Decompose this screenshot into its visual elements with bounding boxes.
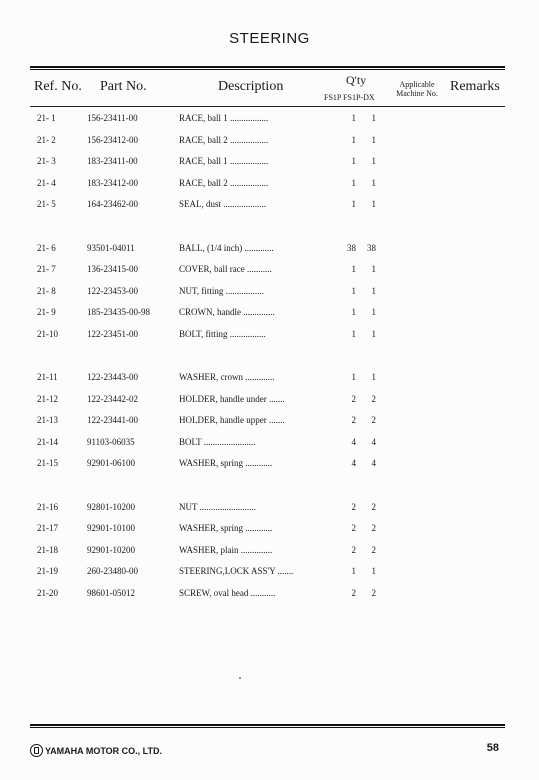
qty-fs1p-cell: 1: [351, 307, 356, 317]
description-cell: SCREW, oval head ...........: [179, 588, 276, 598]
description-cell: BOLT, fitting ................: [179, 329, 266, 339]
qty-fs1p-dx-cell: 2: [371, 415, 376, 425]
qty-fs1p-cell: 2: [351, 394, 356, 404]
part-no-cell: 122-23443-00: [87, 372, 138, 382]
qty-fs1p-dx-cell: 2: [371, 502, 376, 512]
yamaha-tuning-fork-icon: [30, 744, 43, 757]
ref-cell: 21-10: [37, 329, 58, 339]
part-no-cell: 92901-10200: [87, 545, 135, 555]
part-no-cell: 156-23412-00: [87, 135, 138, 145]
speck: [239, 677, 241, 679]
description-cell: WASHER, spring ............: [179, 458, 273, 468]
part-no-cell: 185-23435-00-98: [87, 307, 150, 317]
description-cell: BOLT .......................: [179, 437, 256, 447]
qty-fs1p-cell: 4: [351, 437, 356, 447]
qty-fs1p-dx-cell: 1: [371, 178, 376, 188]
footer-rule-thin: [30, 727, 505, 728]
ref-cell: 21-15: [37, 458, 58, 468]
ref-cell: 21-13: [37, 415, 58, 425]
qty-fs1p-cell: 1: [351, 286, 356, 296]
description-cell: COVER, ball race ...........: [179, 264, 272, 274]
ref-cell: 21-19: [37, 566, 58, 576]
part-no-cell: 183-23412-00: [87, 178, 138, 188]
qty-fs1p-dx-cell: 2: [371, 394, 376, 404]
ref-cell: 21- 1: [37, 113, 56, 123]
ref-cell: 21- 2: [37, 135, 56, 145]
qty-fs1p-dx-cell: 1: [371, 329, 376, 339]
description-cell: HOLDER, handle under .......: [179, 394, 285, 404]
ref-cell: 21- 3: [37, 156, 56, 166]
description-cell: HOLDER, handle upper .......: [179, 415, 285, 425]
ref-cell: 21- 8: [37, 286, 56, 296]
qty-fs1p-dx-cell: 1: [371, 199, 376, 209]
part-no-cell: 91103-06035: [87, 437, 135, 447]
company-name: YAMAHA MOTOR CO., LTD.: [45, 745, 162, 756]
header-qty-models: FS1P FS1P-DX: [324, 93, 375, 102]
description-cell: SEAL, dust ...................: [179, 199, 267, 209]
ref-cell: 21- 9: [37, 307, 56, 317]
qty-fs1p-dx-cell: 1: [371, 307, 376, 317]
description-cell: WASHER, spring ............: [179, 523, 273, 533]
description-cell: WASHER, crown .............: [179, 372, 275, 382]
ref-cell: 21- 4: [37, 178, 56, 188]
part-no-cell: 92901-10100: [87, 523, 135, 533]
qty-fs1p-dx-cell: 4: [371, 458, 376, 468]
part-no-cell: 92801-10200: [87, 502, 135, 512]
description-cell: RACE, ball 2 .................: [179, 178, 269, 188]
qty-fs1p-cell: 38: [347, 243, 356, 253]
ref-cell: 21-17: [37, 523, 58, 533]
ref-cell: 21-20: [37, 588, 58, 598]
qty-fs1p-dx-cell: 2: [371, 588, 376, 598]
ref-cell: 21- 7: [37, 264, 56, 274]
description-cell: NUT, fitting .................: [179, 286, 264, 296]
qty-fs1p-cell: 1: [351, 199, 356, 209]
qty-fs1p-dx-cell: 1: [371, 156, 376, 166]
ref-cell: 21-16: [37, 502, 58, 512]
qty-fs1p-dx-cell: 2: [371, 545, 376, 555]
header-ref-no: Ref. No.: [34, 79, 82, 94]
description-cell: RACE, ball 2 .................: [179, 135, 269, 145]
qty-fs1p-cell: 1: [351, 135, 356, 145]
qty-fs1p-cell: 1: [351, 329, 356, 339]
description-cell: CROWN, handle ..............: [179, 307, 275, 317]
qty-fs1p-dx-cell: 1: [371, 113, 376, 123]
qty-fs1p-dx-cell: 1: [371, 372, 376, 382]
qty-fs1p-dx-cell: 1: [371, 566, 376, 576]
ref-cell: 21-12: [37, 394, 58, 404]
part-no-cell: 156-23411-00: [87, 113, 138, 123]
qty-fs1p-cell: 1: [351, 566, 356, 576]
qty-fs1p-dx-cell: 38: [367, 243, 376, 253]
qty-fs1p-dx-cell: 2: [371, 523, 376, 533]
qty-fs1p-dx-cell: 1: [371, 264, 376, 274]
page-title: STEERING: [229, 30, 310, 47]
ref-cell: 21-14: [37, 437, 58, 447]
header-part-no: Part No.: [100, 79, 147, 94]
description-cell: BALL, (1/4 inch) .............: [179, 243, 274, 253]
header-description: Description: [218, 79, 284, 94]
part-no-cell: 98601-05012: [87, 588, 135, 598]
part-no-cell: 136-23415-00: [87, 264, 138, 274]
part-no-cell: 183-23411-00: [87, 156, 138, 166]
header-qty: Q'ty: [346, 73, 367, 87]
company-logo: [30, 744, 162, 757]
page-number: 58: [486, 742, 499, 754]
qty-fs1p-dx-cell: 1: [371, 135, 376, 145]
part-no-cell: 122-23442-02: [87, 394, 138, 404]
qty-fs1p-cell: 1: [351, 113, 356, 123]
part-no-cell: 260-23480-00: [87, 566, 138, 576]
part-no-cell: 122-23451-00: [87, 329, 138, 339]
part-no-cell: 122-23453-00: [87, 286, 138, 296]
header-remarks: Remarks: [450, 79, 500, 94]
ref-cell: 21- 6: [37, 243, 56, 253]
ref-cell: 21-18: [37, 545, 58, 555]
qty-fs1p-cell: 2: [351, 588, 356, 598]
qty-fs1p-cell: 1: [351, 372, 356, 382]
qty-fs1p-cell: 2: [351, 502, 356, 512]
qty-fs1p-cell: 2: [351, 523, 356, 533]
part-no-cell: 92901-06100: [87, 458, 135, 468]
ref-cell: 21- 5: [37, 199, 56, 209]
header-applicable-line1: Applicable: [399, 80, 435, 89]
description-cell: RACE, ball 1 .................: [179, 113, 269, 123]
description-cell: STEERING,LOCK ASS'Y .......: [179, 566, 294, 576]
part-no-cell: 164-23462-00: [87, 199, 138, 209]
qty-fs1p-cell: 2: [351, 545, 356, 555]
description-cell: RACE, ball 1 .................: [179, 156, 269, 166]
header-applicable-line2: Machine No.: [396, 89, 438, 98]
part-no-cell: 93501-04011: [87, 243, 135, 253]
qty-fs1p-cell: 1: [351, 264, 356, 274]
qty-fs1p-cell: 4: [351, 458, 356, 468]
qty-fs1p-cell: 1: [351, 178, 356, 188]
ref-cell: 21-11: [37, 372, 58, 382]
description-cell: WASHER, plain ..............: [179, 545, 273, 555]
part-no-cell: 122-23441-00: [87, 415, 138, 425]
qty-fs1p-cell: 1: [351, 156, 356, 166]
qty-fs1p-dx-cell: 4: [371, 437, 376, 447]
description-cell: NUT .........................: [179, 502, 256, 512]
qty-fs1p-cell: 2: [351, 415, 356, 425]
footer-rule: [30, 724, 505, 726]
qty-fs1p-dx-cell: 1: [371, 286, 376, 296]
